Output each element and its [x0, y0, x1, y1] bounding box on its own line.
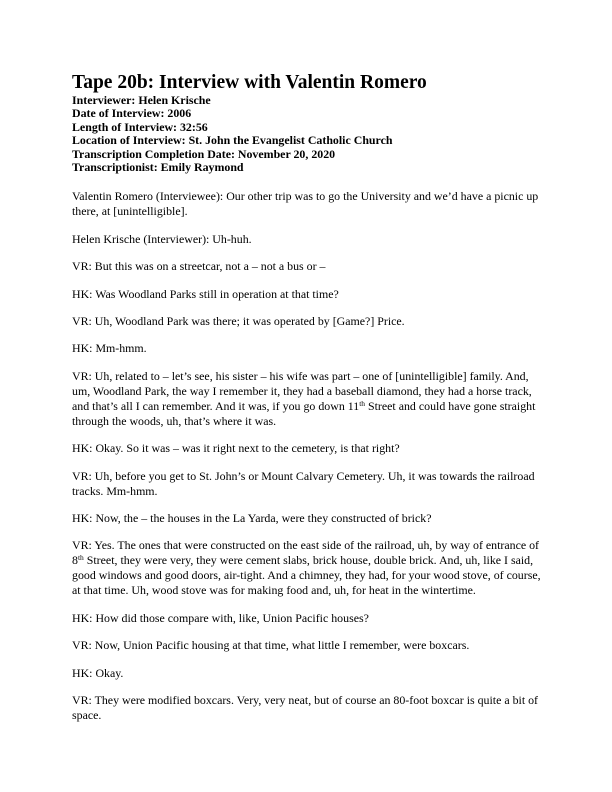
transcript-paragraph: VR: But this was on a streetcar, not a – not a bus or – [72, 259, 326, 274]
transcriptionist-line: Transcriptionist: Emily Raymond [72, 160, 244, 175]
transcript-paragraph [72, 369, 542, 429]
transcript-paragraph: HK: Now, the – the houses in the La Yarda, were they constructed of brick? [72, 510, 432, 525]
paragraph-text: VR: Yes. The ones that were constructed on the east side of the railroad, uh, by way of entrance of 8 [72, 538, 540, 568]
transcript-paragraph: VR: Uh, before you get to St. John’s or Mount Calvary Cemetery. Uh, it was towards the railroad tracks. Mm-hmm. [72, 468, 535, 498]
transcript-paragraph: HK: Okay. So it was – was it right next to the cemetery, is that right? [72, 441, 400, 456]
transcript-paragraph: VR: Now, Union Pacific housing at that time, what little I remember, were boxcars. [72, 638, 470, 653]
transcription-date-line: Transcription Completion Date: November 20, 2020 [72, 146, 336, 161]
transcript-page [72, 72, 542, 735]
transcript-paragraph: HK: Was Woodland Parks still in operation at that time? [72, 286, 339, 301]
transcript-paragraph: HK: How did those compare with, like, Union Pacific houses? [72, 610, 369, 625]
interview-metadata [72, 94, 542, 174]
transcript-paragraph: Helen Krische (Interviewer): Uh-huh. [72, 231, 252, 246]
ordinal-suffix: th [359, 398, 366, 408]
paragraph-text: VR: Uh, related to – let’s see, his sister – his wife was part – one of [unintelligible] family. And, um, Woodland Park, the way I remember it, they had a baseball diamond, they had a horse track, and that’s all I can remember. And it was, if you go down 11 [72, 368, 532, 413]
transcript-paragraph: VR: They were modified boxcars. Very, very neat, but of course an 80-foot boxcar is quite a bit of space. [72, 692, 539, 722]
ordinal-suffix: th [77, 553, 84, 563]
interviewer-line: Interviewer: Helen Krische [72, 93, 211, 107]
transcript-paragraph [72, 538, 542, 598]
interview-length-line: Length of Interview: 32:56 [72, 119, 208, 134]
transcript-paragraph: HK: Okay. [72, 665, 124, 680]
paragraph-text: Street, they were very, they were cement slabs, brick house, double brick. And, uh, like I said, good windows and good doors, air-tight. And a chimney, they had, for your wood stove, of course, at that time. Uh, wood stove was for making food and, uh, for heat in the wintertime. [72, 553, 541, 598]
paragraph-text: Street and could have gone straight through the woods, uh, that’s where it was. [72, 398, 536, 428]
document-title: Tape 20b: Interview with Valentin Romero [72, 72, 427, 93]
interview-date-line: Date of Interview: 2006 [72, 106, 192, 121]
transcript-paragraph: VR: Uh, Woodland Park was there; it was operated by [Game?] Price. [72, 314, 405, 328]
interview-location-line: Location of Interview: St. John the Evangelist Catholic Church [72, 133, 393, 148]
transcript-paragraph: Valentin Romero (Interviewee): Our other trip was to go the University and we’d have a picnic up there, at [unintelligible]. [72, 189, 539, 219]
transcript-paragraph: HK: Mm-hmm. [72, 341, 147, 356]
